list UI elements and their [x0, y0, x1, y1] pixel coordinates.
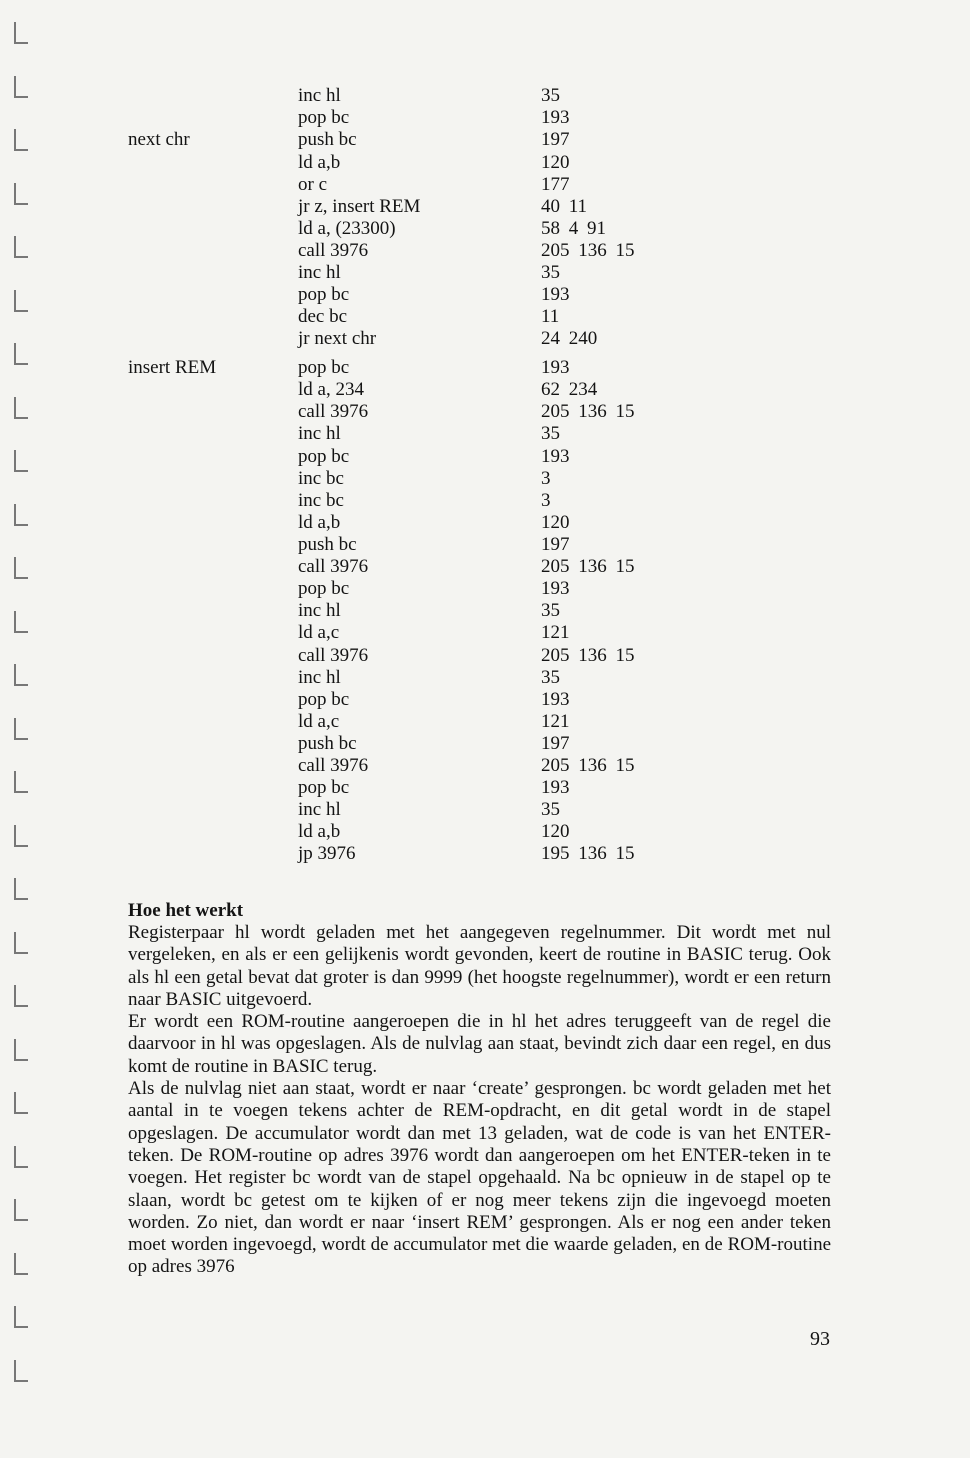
listing-instruction: call 3976	[298, 240, 369, 261]
listing-instruction: jr next chr	[298, 328, 377, 349]
listing-instruction: ld a, (23300)	[298, 218, 396, 239]
binding-ring-mark	[14, 771, 28, 793]
listing-instruction: jr z, insert REM	[298, 196, 421, 217]
binding-ring-mark	[14, 397, 28, 419]
listing-bytes: 3	[541, 490, 551, 511]
listing-bytes: 24 240	[541, 328, 598, 349]
listing-bytes: 205 136 15	[541, 401, 635, 422]
paragraph: Er wordt een ROM-routine aangeroepen die in hl het adres teruggeeft van de regel die daarvoor in hl was opgeslagen. Als de nulvlag aan staat, bevindt zich daar een regel, en dus komt de routine in BASIC terug.	[128, 1011, 831, 1077]
binding-ring-mark	[14, 611, 28, 633]
listing-bytes: 121	[541, 622, 570, 643]
binding-ring-mark	[14, 343, 28, 365]
listing-instruction: ld a, 234	[298, 379, 364, 400]
listing-instruction: pop bc	[298, 284, 350, 305]
listing-instruction: call 3976	[298, 645, 369, 666]
listing-instruction: push bc	[298, 733, 357, 754]
listing-bytes: 195 136 15	[541, 843, 635, 864]
listing-instruction: call 3976	[298, 556, 369, 577]
binding-ring-mark	[14, 825, 28, 847]
listing-bytes: 197	[541, 534, 570, 555]
listing-bytes: 120	[541, 512, 570, 533]
listing-bytes: 35	[541, 262, 560, 283]
binding-ring-mark	[14, 664, 28, 686]
listing-instruction: jp 3976	[298, 843, 356, 864]
listing-bytes: 120	[541, 821, 570, 842]
listing-instruction: inc hl	[298, 600, 341, 621]
listing-bytes: 197	[541, 129, 570, 150]
page-number: 93	[810, 1328, 830, 1350]
listing-bytes: 193	[541, 578, 570, 599]
binding-ring-mark	[14, 22, 28, 44]
listing-instruction: ld a,c	[298, 711, 340, 732]
listing-instruction: dec bc	[298, 306, 348, 327]
listing-bytes: 205 136 15	[541, 755, 635, 776]
ring-binding	[0, 0, 40, 1458]
binding-ring-mark	[14, 76, 28, 98]
binding-ring-mark	[14, 1092, 28, 1114]
binding-ring-mark	[14, 1360, 28, 1382]
listing-bytes: 35	[541, 799, 560, 820]
binding-ring-mark	[14, 290, 28, 312]
listing-bytes: 193	[541, 357, 570, 378]
listing-instruction: inc hl	[298, 262, 341, 283]
listing-bytes: 205 136 15	[541, 645, 635, 666]
binding-ring-mark	[14, 1306, 28, 1328]
listing-instruction: call 3976	[298, 401, 369, 422]
listing-instruction: pop bc	[298, 578, 350, 599]
listing-bytes: 40 11	[541, 196, 588, 217]
binding-ring-mark	[14, 1146, 28, 1168]
binding-ring-mark	[14, 878, 28, 900]
listing-label: insert REM	[128, 357, 217, 378]
binding-ring-mark	[14, 504, 28, 526]
binding-ring-mark	[14, 1039, 28, 1061]
listing-bytes: 205 136 15	[541, 556, 635, 577]
listing-bytes: 35	[541, 85, 560, 106]
listing-label: next chr	[128, 129, 190, 150]
listing-bytes: 193	[541, 284, 570, 305]
listing-instruction: call 3976	[298, 755, 369, 776]
paragraph: Registerpaar hl wordt geladen met het aangegeven regelnummer. Dit wordt met nul vergeleken, en als er een gelijkenis wordt gevonden, keert de routine in BASIC terug. Ook als hl een getal bevat dat groter is dan 9999 (het hoogste regelnummer), wordt er een return naar BASIC uitgevoerd.	[128, 922, 831, 1010]
listing-bytes: 193	[541, 777, 570, 798]
explanation-section	[128, 900, 831, 1279]
binding-ring-mark	[14, 932, 28, 954]
listing-instruction: push bc	[298, 534, 357, 555]
listing-bytes: 193	[541, 446, 570, 467]
listing-instruction: inc hl	[298, 85, 341, 106]
listing-bytes: 35	[541, 667, 560, 688]
binding-ring-mark	[14, 450, 28, 472]
listing-bytes: 121	[541, 711, 570, 732]
listing-bytes: 120	[541, 152, 570, 173]
binding-ring-mark	[14, 236, 28, 258]
listing-instruction: push bc	[298, 129, 357, 150]
listing-instruction: or c	[298, 174, 328, 195]
listing-bytes: 193	[541, 107, 570, 128]
listing-instruction: inc bc	[298, 468, 344, 489]
listing-instruction: inc hl	[298, 799, 341, 820]
listing-instruction: ld a,b	[298, 512, 341, 533]
listing-bytes: 3	[541, 468, 551, 489]
listing-bytes: 193	[541, 689, 570, 710]
listing-bytes: 58 4 91	[541, 218, 606, 239]
listing-instruction: ld a,c	[298, 622, 340, 643]
binding-ring-mark	[14, 557, 28, 579]
listing-instruction: pop bc	[298, 107, 350, 128]
binding-ring-mark	[14, 129, 28, 151]
listing-bytes: 177	[541, 174, 570, 195]
listing-instruction: pop bc	[298, 777, 350, 798]
binding-ring-mark	[14, 985, 28, 1007]
listing-instruction: pop bc	[298, 446, 350, 467]
listing-instruction: ld a,b	[298, 152, 341, 173]
listing-instruction: pop bc	[298, 357, 350, 378]
listing-instruction: pop bc	[298, 689, 350, 710]
listing-instruction: ld a,b	[298, 821, 341, 842]
listing-instruction: inc bc	[298, 490, 344, 511]
listing-instruction: inc hl	[298, 667, 341, 688]
binding-ring-mark	[14, 1253, 28, 1275]
paragraph: Als de nulvlag niet aan staat, wordt er naar ‘create’ gesprongen. bc wordt geladen met het aantal in te voegen tekens achter de REM-opdracht, en dit getal wordt in de stapel opgeslagen. De accumulator wordt dan met 13 geladen, wat de code is van het ENTER-teken. De ROM-routine op adres 3976 wordt dan aangeroepen om het ENTER-teken in te voegen. Het register bc wordt van de stapel opgehaald. Na bc opnieuw in de stapel op te slaan, wordt bc getest om te kijken of er nog meer tekens zijn die ingevoegd moeten worden. Zo niet, dan wordt er naar ‘insert REM’ gesprongen. Als er nog een ander teken moet worden ingevoegd, wordt de accumulator met die waarde geladen, en de ROM-routine op adres 3976	[128, 1078, 831, 1278]
listing-bytes: 205 136 15	[541, 240, 635, 261]
listing-bytes: 62 234	[541, 379, 598, 400]
listing-bytes: 197	[541, 733, 570, 754]
binding-ring-mark	[14, 183, 28, 205]
section-heading: Hoe het werkt	[128, 900, 244, 921]
listing-bytes: 35	[541, 423, 560, 444]
listing-bytes: 11	[541, 306, 560, 327]
binding-ring-mark	[14, 718, 28, 740]
listing-bytes: 35	[541, 600, 560, 621]
binding-ring-mark	[14, 1199, 28, 1221]
listing-instruction: inc hl	[298, 423, 341, 444]
